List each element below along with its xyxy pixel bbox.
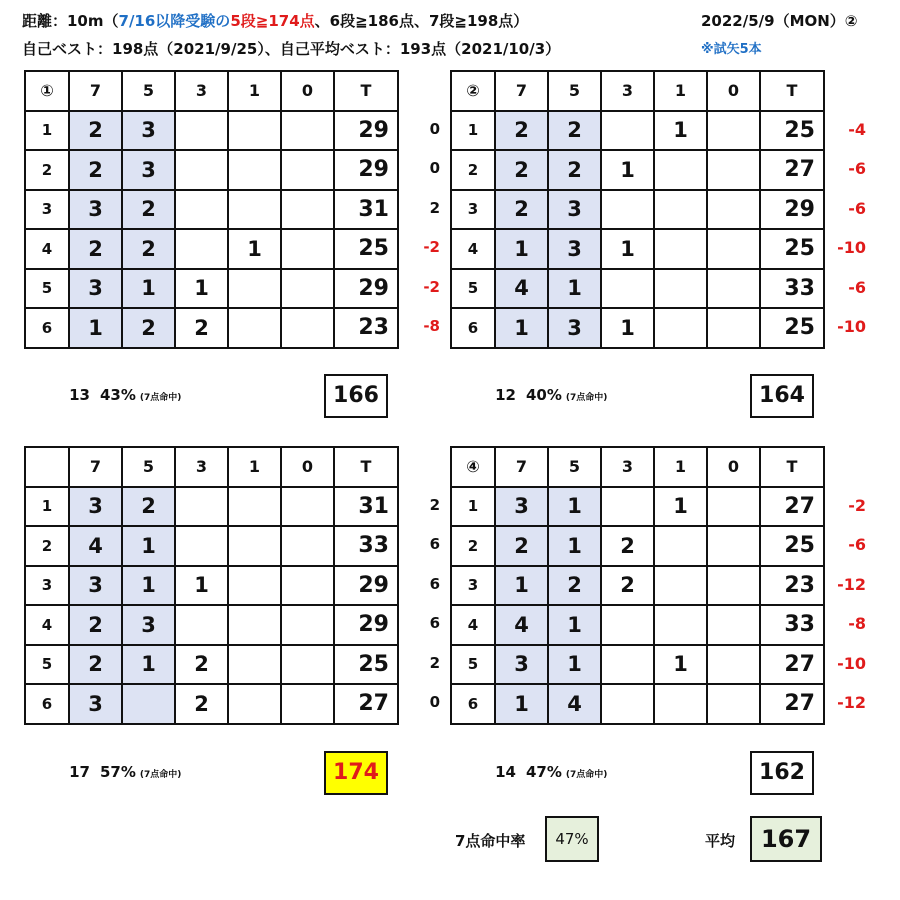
score-cell bbox=[228, 269, 281, 309]
score-cell: 2 bbox=[69, 645, 122, 685]
score-cell bbox=[281, 190, 334, 230]
score-cell bbox=[281, 684, 334, 724]
score-cell bbox=[707, 190, 760, 230]
score-cell bbox=[654, 605, 707, 645]
left-difference: -2 bbox=[423, 277, 440, 296]
score-cell: 1 bbox=[495, 308, 548, 348]
score-cell bbox=[601, 487, 654, 527]
table-row bbox=[25, 566, 398, 606]
round-4-total: 162 bbox=[750, 751, 814, 795]
row-total: 29 bbox=[334, 605, 398, 645]
row-total: 29 bbox=[334, 566, 398, 606]
header-exam-note: 7/16以降受験の bbox=[118, 12, 231, 30]
table-row bbox=[25, 487, 398, 527]
score-cell bbox=[281, 566, 334, 606]
row-total: 27 bbox=[760, 487, 824, 527]
score-cell: 1 bbox=[548, 487, 601, 527]
row-number: 1 bbox=[451, 111, 495, 151]
score-cell: 3 bbox=[122, 111, 175, 151]
table-row bbox=[451, 645, 824, 685]
score-cell: 2 bbox=[69, 229, 122, 269]
row-total: 25 bbox=[760, 229, 824, 269]
score-cell bbox=[707, 308, 760, 348]
column-header-7: 7 bbox=[69, 447, 122, 487]
score-cell bbox=[601, 684, 654, 724]
row-total: 25 bbox=[334, 645, 398, 685]
right-difference: -10 bbox=[837, 317, 866, 336]
score-cell: 1 bbox=[69, 308, 122, 348]
row-total: 33 bbox=[760, 605, 824, 645]
left-difference: 6 bbox=[429, 614, 440, 632]
table-row bbox=[25, 605, 398, 645]
hit-rate-label: 7点命中率 bbox=[455, 832, 526, 850]
score-cell bbox=[281, 526, 334, 566]
score-cell: 2 bbox=[69, 150, 122, 190]
round-3-stats bbox=[52, 763, 181, 781]
row-number: 4 bbox=[451, 605, 495, 645]
row-number: 4 bbox=[25, 605, 69, 645]
row-number: 5 bbox=[451, 269, 495, 309]
row-number: 6 bbox=[451, 308, 495, 348]
left-difference: 0 bbox=[429, 693, 440, 711]
score-cell: 2 bbox=[69, 605, 122, 645]
right-difference: -10 bbox=[837, 238, 866, 257]
round-label: ④ bbox=[451, 447, 495, 487]
round-2-pct: 40% bbox=[526, 386, 562, 404]
row-number: 4 bbox=[451, 229, 495, 269]
score-cell bbox=[654, 308, 707, 348]
row-number: 3 bbox=[451, 566, 495, 606]
header-trial-note: ※試矢5本 bbox=[701, 42, 762, 57]
score-cell bbox=[281, 229, 334, 269]
score-cell: 2 bbox=[175, 308, 228, 348]
score-cell: 2 bbox=[495, 111, 548, 151]
round-1-stats bbox=[52, 386, 181, 404]
row-number: 6 bbox=[25, 684, 69, 724]
score-cell: 3 bbox=[495, 487, 548, 527]
row-number: 1 bbox=[451, 487, 495, 527]
score-cell: 1 bbox=[175, 269, 228, 309]
hit-rate-value: 47% bbox=[545, 816, 599, 862]
column-header-3: 3 bbox=[601, 71, 654, 111]
table-row bbox=[451, 526, 824, 566]
score-cell bbox=[175, 229, 228, 269]
header-line-1 bbox=[22, 10, 528, 31]
round-1-total: 166 bbox=[324, 374, 388, 418]
score-cell bbox=[654, 150, 707, 190]
score-cell: 2 bbox=[495, 190, 548, 230]
score-cell bbox=[707, 487, 760, 527]
score-cell bbox=[707, 684, 760, 724]
score-cell bbox=[654, 229, 707, 269]
score-cell bbox=[707, 605, 760, 645]
score-cell bbox=[707, 269, 760, 309]
column-header-1: 1 bbox=[654, 447, 707, 487]
row-total: 31 bbox=[334, 487, 398, 527]
score-cell bbox=[601, 111, 654, 151]
row-number: 6 bbox=[451, 684, 495, 724]
left-difference: 2 bbox=[429, 495, 440, 514]
header-personal-best: 自己ベスト：198点（2021/9/25）、自己平均ベスト：193点（2021/10/3） bbox=[22, 40, 561, 58]
score-cell: 3 bbox=[69, 566, 122, 606]
score-cell: 3 bbox=[69, 684, 122, 724]
column-header-3: 3 bbox=[175, 71, 228, 111]
score-cell: 1 bbox=[548, 526, 601, 566]
left-difference: -2 bbox=[423, 238, 440, 256]
score-cell bbox=[175, 190, 228, 230]
score-cell bbox=[228, 645, 281, 685]
table-row bbox=[451, 229, 824, 269]
row-total: 29 bbox=[334, 269, 398, 309]
score-cell bbox=[654, 566, 707, 606]
right-difference: -6 bbox=[848, 198, 866, 218]
score-cell: 2 bbox=[175, 645, 228, 685]
score-cell bbox=[601, 605, 654, 645]
row-total: 29 bbox=[334, 111, 398, 151]
round-1-rate-note: (7点命中) bbox=[139, 393, 182, 403]
column-header-3: 3 bbox=[601, 447, 654, 487]
score-cell: 1 bbox=[122, 566, 175, 606]
column-header-7: 7 bbox=[495, 71, 548, 111]
row-number: 3 bbox=[25, 566, 69, 606]
header-date: 2022/5/9（MON）② bbox=[701, 12, 858, 30]
row-total: 25 bbox=[760, 526, 824, 566]
score-cell: 2 bbox=[495, 526, 548, 566]
table-row bbox=[451, 308, 824, 348]
score-cell bbox=[175, 111, 228, 151]
table-row bbox=[25, 526, 398, 566]
round-table-2 bbox=[450, 70, 825, 349]
score-cell bbox=[281, 269, 334, 309]
round-4-rate-note: (7点命中) bbox=[565, 770, 608, 780]
column-header-5: 5 bbox=[548, 71, 601, 111]
score-cell: 3 bbox=[548, 229, 601, 269]
header-distance: 距離：10m（ bbox=[22, 12, 119, 30]
row-number: 2 bbox=[25, 526, 69, 566]
score-cell bbox=[707, 645, 760, 685]
table-row bbox=[451, 111, 824, 151]
score-cell bbox=[707, 150, 760, 190]
table-row bbox=[25, 269, 398, 309]
round-4-stats bbox=[478, 763, 607, 781]
row-total: 23 bbox=[334, 308, 398, 348]
table-row bbox=[25, 190, 398, 230]
row-number: 3 bbox=[451, 190, 495, 230]
right-difference: -6 bbox=[848, 277, 866, 297]
score-cell bbox=[654, 684, 707, 724]
score-cell: 2 bbox=[69, 111, 122, 151]
left-difference: 6 bbox=[429, 574, 440, 593]
table-row bbox=[25, 229, 398, 269]
score-cell: 2 bbox=[122, 229, 175, 269]
left-difference: 2 bbox=[429, 198, 440, 217]
column-header-total: T bbox=[760, 447, 824, 487]
row-total: 29 bbox=[334, 150, 398, 190]
average-value: 167 bbox=[750, 816, 822, 862]
table-row bbox=[451, 684, 824, 724]
score-cell: 1 bbox=[548, 605, 601, 645]
score-cell bbox=[175, 487, 228, 527]
right-difference: -10 bbox=[837, 653, 866, 673]
row-number: 2 bbox=[451, 526, 495, 566]
table-row bbox=[25, 684, 398, 724]
row-total: 33 bbox=[760, 269, 824, 309]
score-cell: 3 bbox=[548, 190, 601, 230]
score-cell bbox=[654, 269, 707, 309]
column-header-1: 1 bbox=[228, 447, 281, 487]
score-cell bbox=[707, 111, 760, 151]
score-cell: 4 bbox=[548, 684, 601, 724]
row-total: 25 bbox=[760, 308, 824, 348]
score-cell: 3 bbox=[495, 645, 548, 685]
round-2-hits: 12 bbox=[495, 386, 516, 404]
row-total: 27 bbox=[760, 684, 824, 724]
row-number: 4 bbox=[25, 229, 69, 269]
score-cell: 2 bbox=[495, 150, 548, 190]
table-row bbox=[451, 150, 824, 190]
row-total: 33 bbox=[334, 526, 398, 566]
score-cell: 1 bbox=[122, 645, 175, 685]
right-difference: -6 bbox=[848, 535, 866, 554]
round-table-1 bbox=[24, 70, 399, 349]
score-cell bbox=[281, 150, 334, 190]
score-cell bbox=[228, 150, 281, 190]
score-cell: 1 bbox=[548, 269, 601, 309]
score-cell: 1 bbox=[122, 526, 175, 566]
column-header-0: 0 bbox=[281, 447, 334, 487]
score-cell: 1 bbox=[601, 150, 654, 190]
average-label: 平均 bbox=[705, 832, 736, 850]
score-cell: 2 bbox=[601, 526, 654, 566]
score-cell: 1 bbox=[654, 487, 707, 527]
score-cell bbox=[175, 150, 228, 190]
row-number: 5 bbox=[25, 269, 69, 309]
header-other-thresholds: 、6段≧186点、7段≧198点） bbox=[314, 12, 529, 30]
row-number: 5 bbox=[25, 645, 69, 685]
score-cell: 2 bbox=[122, 308, 175, 348]
score-cell bbox=[175, 605, 228, 645]
row-number: 1 bbox=[25, 111, 69, 151]
row-total: 25 bbox=[334, 229, 398, 269]
score-cell bbox=[228, 487, 281, 527]
left-difference: -8 bbox=[423, 317, 440, 335]
column-header-0: 0 bbox=[707, 71, 760, 111]
row-number: 3 bbox=[25, 190, 69, 230]
score-cell: 3 bbox=[69, 487, 122, 527]
score-cell bbox=[707, 526, 760, 566]
row-number: 2 bbox=[451, 150, 495, 190]
score-cell: 3 bbox=[122, 150, 175, 190]
row-total: 23 bbox=[760, 566, 824, 606]
score-cell: 1 bbox=[495, 684, 548, 724]
score-cell: 1 bbox=[175, 566, 228, 606]
right-difference: -6 bbox=[848, 159, 866, 178]
column-header-0: 0 bbox=[281, 71, 334, 111]
round-3-rate-note: (7点命中) bbox=[139, 770, 182, 780]
score-cell: 4 bbox=[69, 526, 122, 566]
round-table-3 bbox=[24, 446, 399, 725]
round-2-total: 164 bbox=[750, 374, 814, 418]
round-label bbox=[25, 447, 69, 487]
round-label: ② bbox=[451, 71, 495, 111]
table-row bbox=[25, 150, 398, 190]
table-row bbox=[25, 308, 398, 348]
column-header-1: 1 bbox=[654, 71, 707, 111]
left-difference: 6 bbox=[429, 535, 440, 553]
row-total: 25 bbox=[760, 111, 824, 151]
score-cell: 1 bbox=[601, 229, 654, 269]
column-header-7: 7 bbox=[495, 447, 548, 487]
score-cell bbox=[281, 645, 334, 685]
row-total: 29 bbox=[760, 190, 824, 230]
round-3-hits: 17 bbox=[69, 763, 90, 781]
round-3-pct: 57% bbox=[100, 763, 136, 781]
score-cell: 1 bbox=[122, 269, 175, 309]
score-cell bbox=[228, 111, 281, 151]
score-cell bbox=[707, 566, 760, 606]
score-cell: 4 bbox=[495, 605, 548, 645]
score-cell bbox=[228, 526, 281, 566]
score-cell: 2 bbox=[548, 150, 601, 190]
column-header-5: 5 bbox=[122, 71, 175, 111]
round-table-4 bbox=[450, 446, 825, 725]
round-4-pct: 47% bbox=[526, 763, 562, 781]
score-cell: 1 bbox=[495, 229, 548, 269]
round-3-total: 174 bbox=[324, 751, 388, 795]
score-cell: 4 bbox=[495, 269, 548, 309]
column-header-total: T bbox=[334, 71, 398, 111]
score-cell: 3 bbox=[548, 308, 601, 348]
right-difference: -2 bbox=[848, 495, 866, 515]
score-cell bbox=[281, 111, 334, 151]
score-cell: 3 bbox=[69, 190, 122, 230]
column-header-0: 0 bbox=[707, 447, 760, 487]
score-cell: 2 bbox=[122, 190, 175, 230]
score-cell bbox=[228, 566, 281, 606]
score-cell: 1 bbox=[601, 308, 654, 348]
score-cell: 2 bbox=[175, 684, 228, 724]
score-cell: 1 bbox=[228, 229, 281, 269]
score-cell: 2 bbox=[548, 566, 601, 606]
score-cell: 1 bbox=[548, 645, 601, 685]
table-row bbox=[25, 645, 398, 685]
score-cell: 2 bbox=[122, 487, 175, 527]
score-cell: 1 bbox=[495, 566, 548, 606]
row-number: 2 bbox=[25, 150, 69, 190]
column-header-7: 7 bbox=[69, 71, 122, 111]
score-cell bbox=[281, 487, 334, 527]
round-label: ① bbox=[25, 71, 69, 111]
right-difference: -12 bbox=[837, 693, 866, 712]
round-2-rate-note: (7点命中) bbox=[565, 393, 608, 403]
row-number: 1 bbox=[25, 487, 69, 527]
score-cell bbox=[228, 605, 281, 645]
table-row bbox=[451, 605, 824, 645]
column-header-3: 3 bbox=[175, 447, 228, 487]
left-difference: 2 bbox=[429, 653, 440, 672]
score-cell bbox=[228, 308, 281, 348]
score-cell bbox=[654, 526, 707, 566]
column-header-1: 1 bbox=[228, 71, 281, 111]
right-difference: -4 bbox=[848, 119, 866, 139]
row-total: 27 bbox=[334, 684, 398, 724]
table-row bbox=[451, 190, 824, 230]
score-cell bbox=[654, 190, 707, 230]
table-row bbox=[451, 269, 824, 309]
score-cell bbox=[228, 190, 281, 230]
score-cell bbox=[228, 684, 281, 724]
row-number: 5 bbox=[451, 645, 495, 685]
row-total: 27 bbox=[760, 150, 824, 190]
left-difference: 0 bbox=[429, 159, 440, 177]
score-cell bbox=[707, 229, 760, 269]
right-difference: -12 bbox=[837, 574, 866, 594]
score-cell bbox=[601, 190, 654, 230]
score-cell bbox=[281, 308, 334, 348]
score-cell: 2 bbox=[548, 111, 601, 151]
column-header-total: T bbox=[334, 447, 398, 487]
table-row bbox=[451, 566, 824, 606]
row-number: 6 bbox=[25, 308, 69, 348]
score-cell bbox=[175, 526, 228, 566]
round-1-pct: 43% bbox=[100, 386, 136, 404]
row-total: 27 bbox=[760, 645, 824, 685]
round-1-hits: 13 bbox=[69, 386, 90, 404]
round-4-hits: 14 bbox=[495, 763, 516, 781]
score-cell bbox=[601, 269, 654, 309]
column-header-5: 5 bbox=[548, 447, 601, 487]
left-difference: 0 bbox=[429, 119, 440, 138]
score-cell: 2 bbox=[601, 566, 654, 606]
table-row bbox=[25, 111, 398, 151]
score-cell: 1 bbox=[654, 645, 707, 685]
column-header-total: T bbox=[760, 71, 824, 111]
score-cell bbox=[122, 684, 175, 724]
row-total: 31 bbox=[334, 190, 398, 230]
score-cell: 3 bbox=[122, 605, 175, 645]
score-cell bbox=[281, 605, 334, 645]
right-difference: -8 bbox=[848, 614, 866, 633]
score-cell bbox=[601, 645, 654, 685]
score-cell: 3 bbox=[69, 269, 122, 309]
round-2-stats bbox=[478, 386, 607, 404]
score-cell: 1 bbox=[654, 111, 707, 151]
table-row bbox=[451, 487, 824, 527]
column-header-5: 5 bbox=[122, 447, 175, 487]
header-5dan-threshold: 5段≧174点 bbox=[230, 12, 315, 30]
